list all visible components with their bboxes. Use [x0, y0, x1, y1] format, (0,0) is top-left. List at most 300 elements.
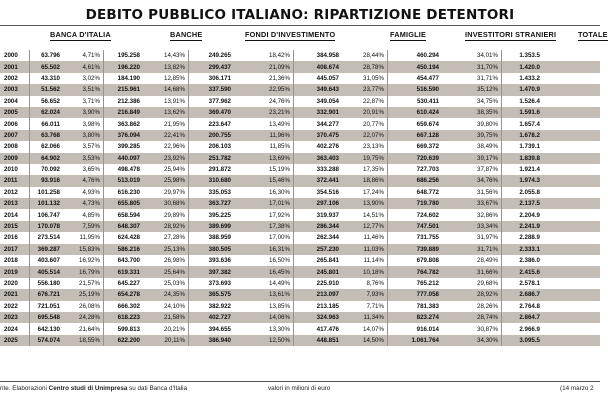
- cell-st: 667.128: [416, 131, 439, 139]
- cell-bi-p: 7,59%: [82, 223, 100, 231]
- header-totale: TOTALE: [578, 30, 608, 39]
- table-row: [0, 255, 600, 266]
- cell-fa: 225.910: [316, 280, 339, 287]
- cell-fo: 249.265: [208, 52, 231, 60]
- cell-ba: 618.223: [117, 314, 140, 322]
- cell-year: 2019: [4, 268, 18, 276]
- cell-fa-p: 11,46%: [363, 234, 384, 242]
- cell-fo-p: 21,09%: [269, 63, 290, 71]
- cell-bi-p: 3,02%: [82, 74, 100, 82]
- cell-tot: 1.739.1: [519, 143, 540, 151]
- cell-fo: 206.103: [208, 143, 231, 151]
- cell-fa-p: 23,77%: [363, 86, 384, 94]
- cell-ba-p: 13,82%: [164, 63, 185, 71]
- cell-fa-p: 14,51%: [363, 211, 384, 219]
- cell-fa: 213.185: [316, 302, 339, 310]
- cell-st: 454.477: [416, 74, 439, 82]
- cell-fa: 297.106: [316, 200, 339, 208]
- cell-bi: 65.502: [41, 63, 60, 71]
- cell-fa: 349.054: [316, 97, 339, 105]
- cell-st: 719.780: [416, 200, 439, 208]
- cell-fo: 363.727: [208, 200, 231, 208]
- cell-year: 2002: [4, 74, 18, 82]
- cell-fo: 388.959: [208, 234, 231, 242]
- cell-fo-p: 13,69%: [269, 154, 290, 162]
- cell-fo: 337.590: [208, 86, 231, 94]
- cell-ba: 184.190: [117, 74, 140, 82]
- cell-ba: 599.813: [117, 325, 140, 333]
- cell-tot: 1.921.4: [519, 166, 540, 174]
- header-banca-italia: BANCA D'ITALIA: [50, 30, 111, 39]
- cell-bi-p: 4,73%: [82, 200, 100, 208]
- cell-fa: 408.674: [316, 63, 339, 71]
- cell-fo-p: 21,36%: [269, 74, 290, 82]
- cell-ba-p: 28,92%: [164, 223, 185, 231]
- cell-bi-p: 16,92%: [79, 257, 100, 265]
- table-row: [0, 96, 600, 107]
- cell-year: 2025: [4, 336, 18, 344]
- cell-fo: 251.782: [208, 154, 231, 162]
- cell-fo: 394.655: [208, 325, 231, 333]
- cell-fa: 363.403: [316, 154, 339, 162]
- cell-st-p: 37,87%: [477, 166, 498, 174]
- cell-ba-p: 21,95%: [164, 120, 185, 128]
- cell-tot: 2.204.9: [519, 211, 540, 219]
- cell-tot: 2.686.7: [519, 291, 540, 299]
- cell-bi: 62.066: [41, 143, 60, 151]
- cell-year: 2018: [4, 257, 18, 265]
- cell-year: 2022: [4, 302, 18, 310]
- cell-st-p: 35,12%: [477, 86, 498, 94]
- cell-fa: 332.901: [316, 109, 339, 117]
- cell-st: 724.602: [416, 211, 439, 219]
- cell-fa: 262.344: [316, 234, 339, 242]
- cell-fo: 373.693: [208, 280, 231, 287]
- cell-ba-p: 29,89%: [164, 211, 185, 219]
- cell-fo: 335.053: [208, 188, 231, 196]
- top-divider: [0, 25, 600, 26]
- cell-ba-p: 25,13%: [164, 245, 185, 253]
- cell-st: 727.703: [416, 166, 439, 174]
- cell-bi-p: 3,57%: [82, 143, 100, 151]
- page-title: DEBITO PUBBLICO ITALIANO: RIPARTIZIONE DETENTORI: [85, 7, 515, 23]
- cell-fo-p: 12,50%: [269, 336, 290, 344]
- cell-ba-p: 24,35%: [164, 291, 185, 299]
- cell-fo-p: 17,38%: [269, 223, 290, 231]
- cell-bi-p: 4,85%: [82, 211, 100, 219]
- cell-year: 2016: [4, 234, 18, 242]
- cell-fa: 344.277: [316, 120, 339, 128]
- cell-bi-p: 15,83%: [79, 245, 100, 253]
- cell-st: 679.808: [416, 257, 439, 265]
- cell-fo-p: 15,46%: [269, 177, 290, 185]
- cell-bi-p: 26,08%: [79, 302, 100, 310]
- cell-bi-p: 3,51%: [82, 86, 100, 94]
- cell-st-p: 39,17%: [477, 154, 498, 162]
- table-row: [0, 278, 600, 289]
- cell-fa-p: 22,07%: [363, 131, 384, 139]
- cell-year: 2017: [4, 245, 18, 253]
- cell-bi-p: 3,80%: [82, 131, 100, 139]
- cell-bi-p: 4,61%: [82, 63, 100, 71]
- cell-fa-p: 11,03%: [363, 245, 384, 253]
- cell-bi: 721.051: [37, 302, 60, 310]
- cell-bi-p: 3,71%: [82, 97, 100, 105]
- cell-ba-p: 14,43%: [164, 52, 185, 60]
- cell-bi-p: 16,79%: [79, 268, 100, 276]
- table-row: [0, 73, 600, 84]
- cell-fa-p: 20,77%: [363, 120, 384, 128]
- cell-tot: 1.526.4: [519, 97, 540, 105]
- cell-ba: 399.285: [117, 143, 140, 151]
- cell-fa-p: 7,93%: [366, 291, 384, 299]
- cell-ba: 440.097: [117, 154, 140, 162]
- cell-year: 2024: [4, 325, 18, 333]
- cell-ba-p: 22,96%: [164, 143, 185, 151]
- cell-bi: 170.078: [37, 223, 60, 231]
- cell-st: 530.411: [416, 97, 439, 105]
- cell-fo-p: 14,49%: [269, 280, 290, 287]
- table-row: [0, 50, 600, 61]
- cell-bi: 63.796: [41, 52, 60, 60]
- cell-year: 2015: [4, 223, 18, 231]
- cell-fo: 223.647: [208, 120, 231, 128]
- cell-fa: 372.441: [316, 177, 339, 185]
- cell-bi-p: 3,90%: [82, 109, 100, 117]
- table-row: [0, 61, 600, 72]
- cell-tot: 2.333.1: [519, 245, 540, 253]
- cell-ba: 215.961: [117, 86, 140, 94]
- cell-st: 669.372: [416, 143, 439, 151]
- cell-fa-p: 10,18%: [363, 268, 384, 276]
- cell-fo: 402.727: [208, 314, 231, 322]
- cell-year: 2003: [4, 86, 18, 94]
- cell-fa: 265.841: [316, 257, 339, 265]
- cell-fa: 384.958: [316, 52, 339, 60]
- cell-fa-p: 8,76%: [366, 280, 384, 287]
- cell-ba-p: 12,85%: [164, 74, 185, 82]
- cell-ba-p: 25,94%: [164, 166, 185, 174]
- table-row: [0, 266, 600, 277]
- cell-ba: 363.862: [117, 120, 140, 128]
- cell-st: 916.014: [416, 325, 439, 333]
- cell-fo: 389.699: [208, 223, 231, 231]
- cell-tot: 2.764.8: [519, 302, 540, 310]
- cell-fo-p: 15,19%: [269, 166, 290, 174]
- cell-fa-p: 18,86%: [363, 177, 384, 185]
- cell-bi-p: 11,95%: [79, 234, 100, 242]
- cell-fo-p: 18,42%: [269, 52, 290, 60]
- cell-fa: 245.801: [316, 268, 339, 276]
- cell-fa: 445.057: [316, 74, 339, 82]
- cell-fa-p: 12,77%: [363, 223, 384, 231]
- cell-st-p: 34,30%: [477, 336, 498, 344]
- cell-fo-p: 16,45%: [269, 268, 290, 276]
- cell-fa-p: 23,13%: [363, 143, 384, 151]
- cell-fa-p: 19,75%: [363, 154, 384, 162]
- footer-source: nte. Elaborazioni Centro studi di Unimpresa su dati Banca d'Italia: [0, 385, 188, 392]
- cell-tot: 2.415.6: [519, 268, 540, 276]
- cell-bi: 695.548: [37, 314, 60, 322]
- cell-st-p: 30,87%: [477, 325, 498, 333]
- cell-st: 450.194: [416, 63, 439, 71]
- footer-date: (14 marzo 2: [560, 385, 594, 392]
- cell-fo: 365.575: [208, 291, 231, 299]
- cell-st-p: 31,66%: [477, 268, 498, 276]
- cell-ba: 616.230: [117, 188, 140, 196]
- cell-fa-p: 14,07%: [363, 325, 384, 333]
- header-banche: BANCHE: [170, 30, 203, 39]
- cell-st: 731.755: [416, 234, 439, 242]
- cell-year: 2012: [4, 188, 18, 196]
- cell-fo: 393.636: [208, 257, 231, 265]
- cell-fa: 354.516: [316, 188, 339, 196]
- cell-fa-p: 17,24%: [363, 188, 384, 196]
- cell-st-p: 34,75%: [477, 97, 498, 105]
- table-row: [0, 153, 600, 164]
- cell-ba: 498.478: [117, 166, 140, 174]
- cell-st-p: 34,01%: [477, 52, 498, 60]
- cell-tot: 1.353.5: [519, 52, 540, 60]
- cell-st-p: 31,71%: [477, 74, 498, 82]
- table-row: [0, 175, 600, 186]
- cell-fa: 319.937: [316, 211, 339, 219]
- cell-ba: 655.805: [117, 200, 140, 208]
- cell-fa-p: 28,44%: [363, 52, 384, 60]
- cell-tot: 1.657.4: [519, 120, 540, 128]
- cell-bi-p: 3,65%: [82, 166, 100, 174]
- cell-fa: 324.963: [316, 314, 339, 322]
- cell-st-p: 28,49%: [477, 257, 498, 265]
- cell-st: 739.889: [416, 245, 439, 253]
- table-row: [0, 198, 600, 209]
- cell-ba-p: 26,98%: [164, 257, 185, 265]
- cell-fo: 306.171: [208, 74, 231, 82]
- cell-year: 2023: [4, 314, 18, 322]
- cell-fa-p: 14,50%: [363, 336, 384, 344]
- cell-fo-p: 16,31%: [269, 245, 290, 253]
- cell-tot: 2.055.8: [519, 188, 540, 196]
- cell-bi-p: 3,98%: [82, 120, 100, 128]
- cell-bi-p: 3,53%: [82, 154, 100, 162]
- cell-fa: 370.475: [316, 131, 339, 139]
- cell-fa: 333.288: [316, 166, 339, 174]
- cell-fa: 257.230: [316, 245, 339, 253]
- table-row: [0, 221, 600, 232]
- cell-ba: 586.216: [117, 245, 140, 253]
- cell-ba: 212.386: [117, 97, 140, 105]
- cell-bi: 369.287: [37, 245, 60, 253]
- cell-fa: 402.276: [316, 143, 339, 151]
- cell-year: 2021: [4, 291, 18, 299]
- cell-st: 648.772: [416, 188, 439, 196]
- cell-fo: 200.755: [208, 131, 231, 139]
- cell-bi: 93.916: [41, 177, 60, 185]
- cell-year: 2005: [4, 109, 18, 117]
- table-row: [0, 312, 600, 323]
- cell-year: 2014: [4, 211, 18, 219]
- cell-ba-p: 30,68%: [164, 200, 185, 208]
- cell-fo-p: 13,30%: [269, 325, 290, 333]
- cell-fo-p: 24,76%: [269, 97, 290, 105]
- cell-st: 1.061.764: [411, 336, 439, 344]
- cell-tot: 2.288.9: [519, 234, 540, 242]
- cell-bi: 101.132: [37, 200, 60, 208]
- cell-bi: 106.747: [37, 211, 60, 219]
- cell-ba-p: 20,21%: [164, 325, 185, 333]
- cell-tot: 1.591.6: [519, 109, 540, 117]
- cell-fa-p: 17,35%: [363, 166, 384, 174]
- header-fondi: FONDI D'INVESTIMENTO: [245, 30, 336, 39]
- cell-st: 659.674: [416, 120, 439, 128]
- cell-ba: 216.849: [117, 109, 140, 117]
- cell-year: 2007: [4, 131, 18, 139]
- cell-fa-p: 13,90%: [363, 200, 384, 208]
- cell-bi-p: 25,19%: [79, 291, 100, 299]
- cell-fa: 213.097: [316, 291, 339, 299]
- cell-bi: 676.721: [37, 291, 60, 299]
- cell-st: 781.383: [416, 302, 439, 310]
- cell-ba-p: 14,68%: [164, 86, 185, 94]
- cell-year: 2008: [4, 143, 18, 151]
- cell-st-p: 31,71%: [477, 245, 498, 253]
- cell-tot: 2.578.1: [519, 280, 540, 287]
- cell-fa: 349.643: [316, 86, 339, 94]
- table-row: [0, 301, 600, 312]
- cell-fo-p: 17,01%: [269, 200, 290, 208]
- cell-ba: 666.302: [117, 302, 140, 310]
- cell-ba-p: 25,98%: [164, 177, 185, 185]
- cell-year: 2000: [4, 52, 18, 60]
- cell-st-p: 38,35%: [477, 109, 498, 117]
- table-row: [0, 187, 600, 198]
- table-row: [0, 84, 600, 95]
- cell-tot: 2.386.0: [519, 257, 540, 265]
- cell-st-p: 32,86%: [477, 211, 498, 219]
- cell-tot: 1.433.2: [519, 74, 540, 82]
- cell-fo-p: 22,95%: [269, 86, 290, 94]
- cell-tot: 2.241.9: [519, 223, 540, 231]
- cell-year: 2011: [4, 177, 18, 185]
- table-row: [0, 335, 600, 346]
- cell-year: 2020: [4, 280, 18, 287]
- cell-st-p: 39,75%: [477, 131, 498, 139]
- cell-fa-p: 31,05%: [363, 74, 384, 82]
- cell-st: 747.501: [416, 223, 439, 231]
- cell-tot: 1.470.9: [519, 86, 540, 94]
- cell-fa-p: 7,71%: [366, 302, 384, 310]
- cell-st-p: 33,67%: [477, 200, 498, 208]
- table-row: [0, 118, 600, 129]
- cell-year: 2004: [4, 97, 18, 105]
- cell-fa-p: 22,87%: [363, 97, 384, 105]
- cell-year: 2009: [4, 154, 18, 162]
- cell-ba: 654.278: [117, 291, 140, 299]
- cell-st: 516.590: [416, 86, 439, 94]
- table-row: [0, 130, 600, 141]
- cell-bi-p: 4,71%: [82, 52, 100, 60]
- cell-tot: 1.420.0: [519, 63, 540, 71]
- cell-bi: 405.514: [37, 268, 60, 276]
- cell-fo-p: 13,85%: [269, 302, 290, 310]
- cell-tot: 1.839.8: [519, 154, 540, 162]
- cell-st: 686.256: [416, 177, 439, 185]
- cell-st: 765.212: [416, 280, 439, 287]
- table-row: [0, 141, 600, 152]
- cell-bi: 574.074: [37, 336, 60, 344]
- cell-fo: 395.225: [208, 211, 231, 219]
- cell-fo-p: 11,85%: [269, 143, 290, 151]
- cell-st-p: 28,26%: [477, 302, 498, 310]
- cell-ba: 658.594: [117, 211, 140, 219]
- cell-tot: 1.974.3: [519, 177, 540, 185]
- cell-ba-p: 25,64%: [164, 268, 185, 276]
- cell-bi: 62.024: [41, 109, 60, 117]
- cell-ba: 513.019: [117, 177, 140, 185]
- cell-bi: 273.514: [37, 234, 60, 242]
- cell-st-p: 39,80%: [477, 120, 498, 128]
- cell-bi: 56.652: [41, 97, 60, 105]
- cell-fo-p: 13,61%: [269, 291, 290, 299]
- table-row: [0, 164, 600, 175]
- cell-ba-p: 13,62%: [164, 109, 185, 117]
- cell-bi-p: 24,28%: [79, 314, 100, 322]
- table-row: [0, 289, 600, 300]
- cell-ba-p: 22,41%: [164, 131, 185, 139]
- cell-st-p: 34,76%: [477, 177, 498, 185]
- cell-ba: 195.258: [117, 52, 140, 60]
- cell-fo-p: 23,21%: [269, 109, 290, 117]
- cell-st: 460.294: [416, 52, 439, 60]
- cell-fa: 448.851: [316, 336, 339, 344]
- cell-bi: 642.130: [37, 325, 60, 333]
- cell-ba: 619.331: [117, 268, 140, 276]
- cell-bi: 51.562: [41, 86, 60, 94]
- cell-fa-p: 20,91%: [363, 109, 384, 117]
- footer-units: valori in milioni di euro: [268, 385, 331, 392]
- cell-tot: 2.137.5: [519, 200, 540, 208]
- cell-bi: 403.607: [37, 257, 60, 265]
- cell-st-p: 33,34%: [477, 223, 498, 231]
- cell-fo: 386.940: [208, 336, 231, 344]
- cell-ba-p: 24,10%: [164, 302, 185, 310]
- cell-bi: 101.258: [37, 188, 60, 196]
- header-stranieri: INVESTITORI STRANIERI: [465, 30, 557, 39]
- cell-ba-p: 23,92%: [164, 154, 185, 162]
- cell-year: 2006: [4, 120, 18, 128]
- cell-ba: 645.227: [117, 280, 140, 287]
- cell-fo: 299.437: [208, 63, 231, 71]
- cell-st-p: 28,92%: [477, 291, 498, 299]
- cell-ba: 648.307: [117, 223, 140, 231]
- cell-ba-p: 25,03%: [164, 280, 185, 287]
- cell-fa-p: 11,14%: [363, 257, 384, 265]
- cell-st: 720.639: [416, 154, 439, 162]
- cell-fo-p: 16,50%: [269, 257, 290, 265]
- cell-ba-p: 27,28%: [164, 234, 185, 242]
- cell-st: 777.058: [416, 291, 439, 299]
- cell-tot: 1.678.2: [519, 131, 540, 139]
- cell-fo-p: 16,30%: [269, 188, 290, 196]
- cell-fa: 417.476: [316, 325, 339, 333]
- table-row: [0, 232, 600, 243]
- cell-fo: 291.872: [208, 166, 231, 174]
- cell-fo: 377.962: [208, 97, 231, 105]
- cell-bi-p: 21,57%: [79, 280, 100, 287]
- cell-fo-p: 17,00%: [269, 234, 290, 242]
- cell-fo: 380.505: [208, 245, 231, 253]
- cell-fo: 369.470: [208, 109, 231, 117]
